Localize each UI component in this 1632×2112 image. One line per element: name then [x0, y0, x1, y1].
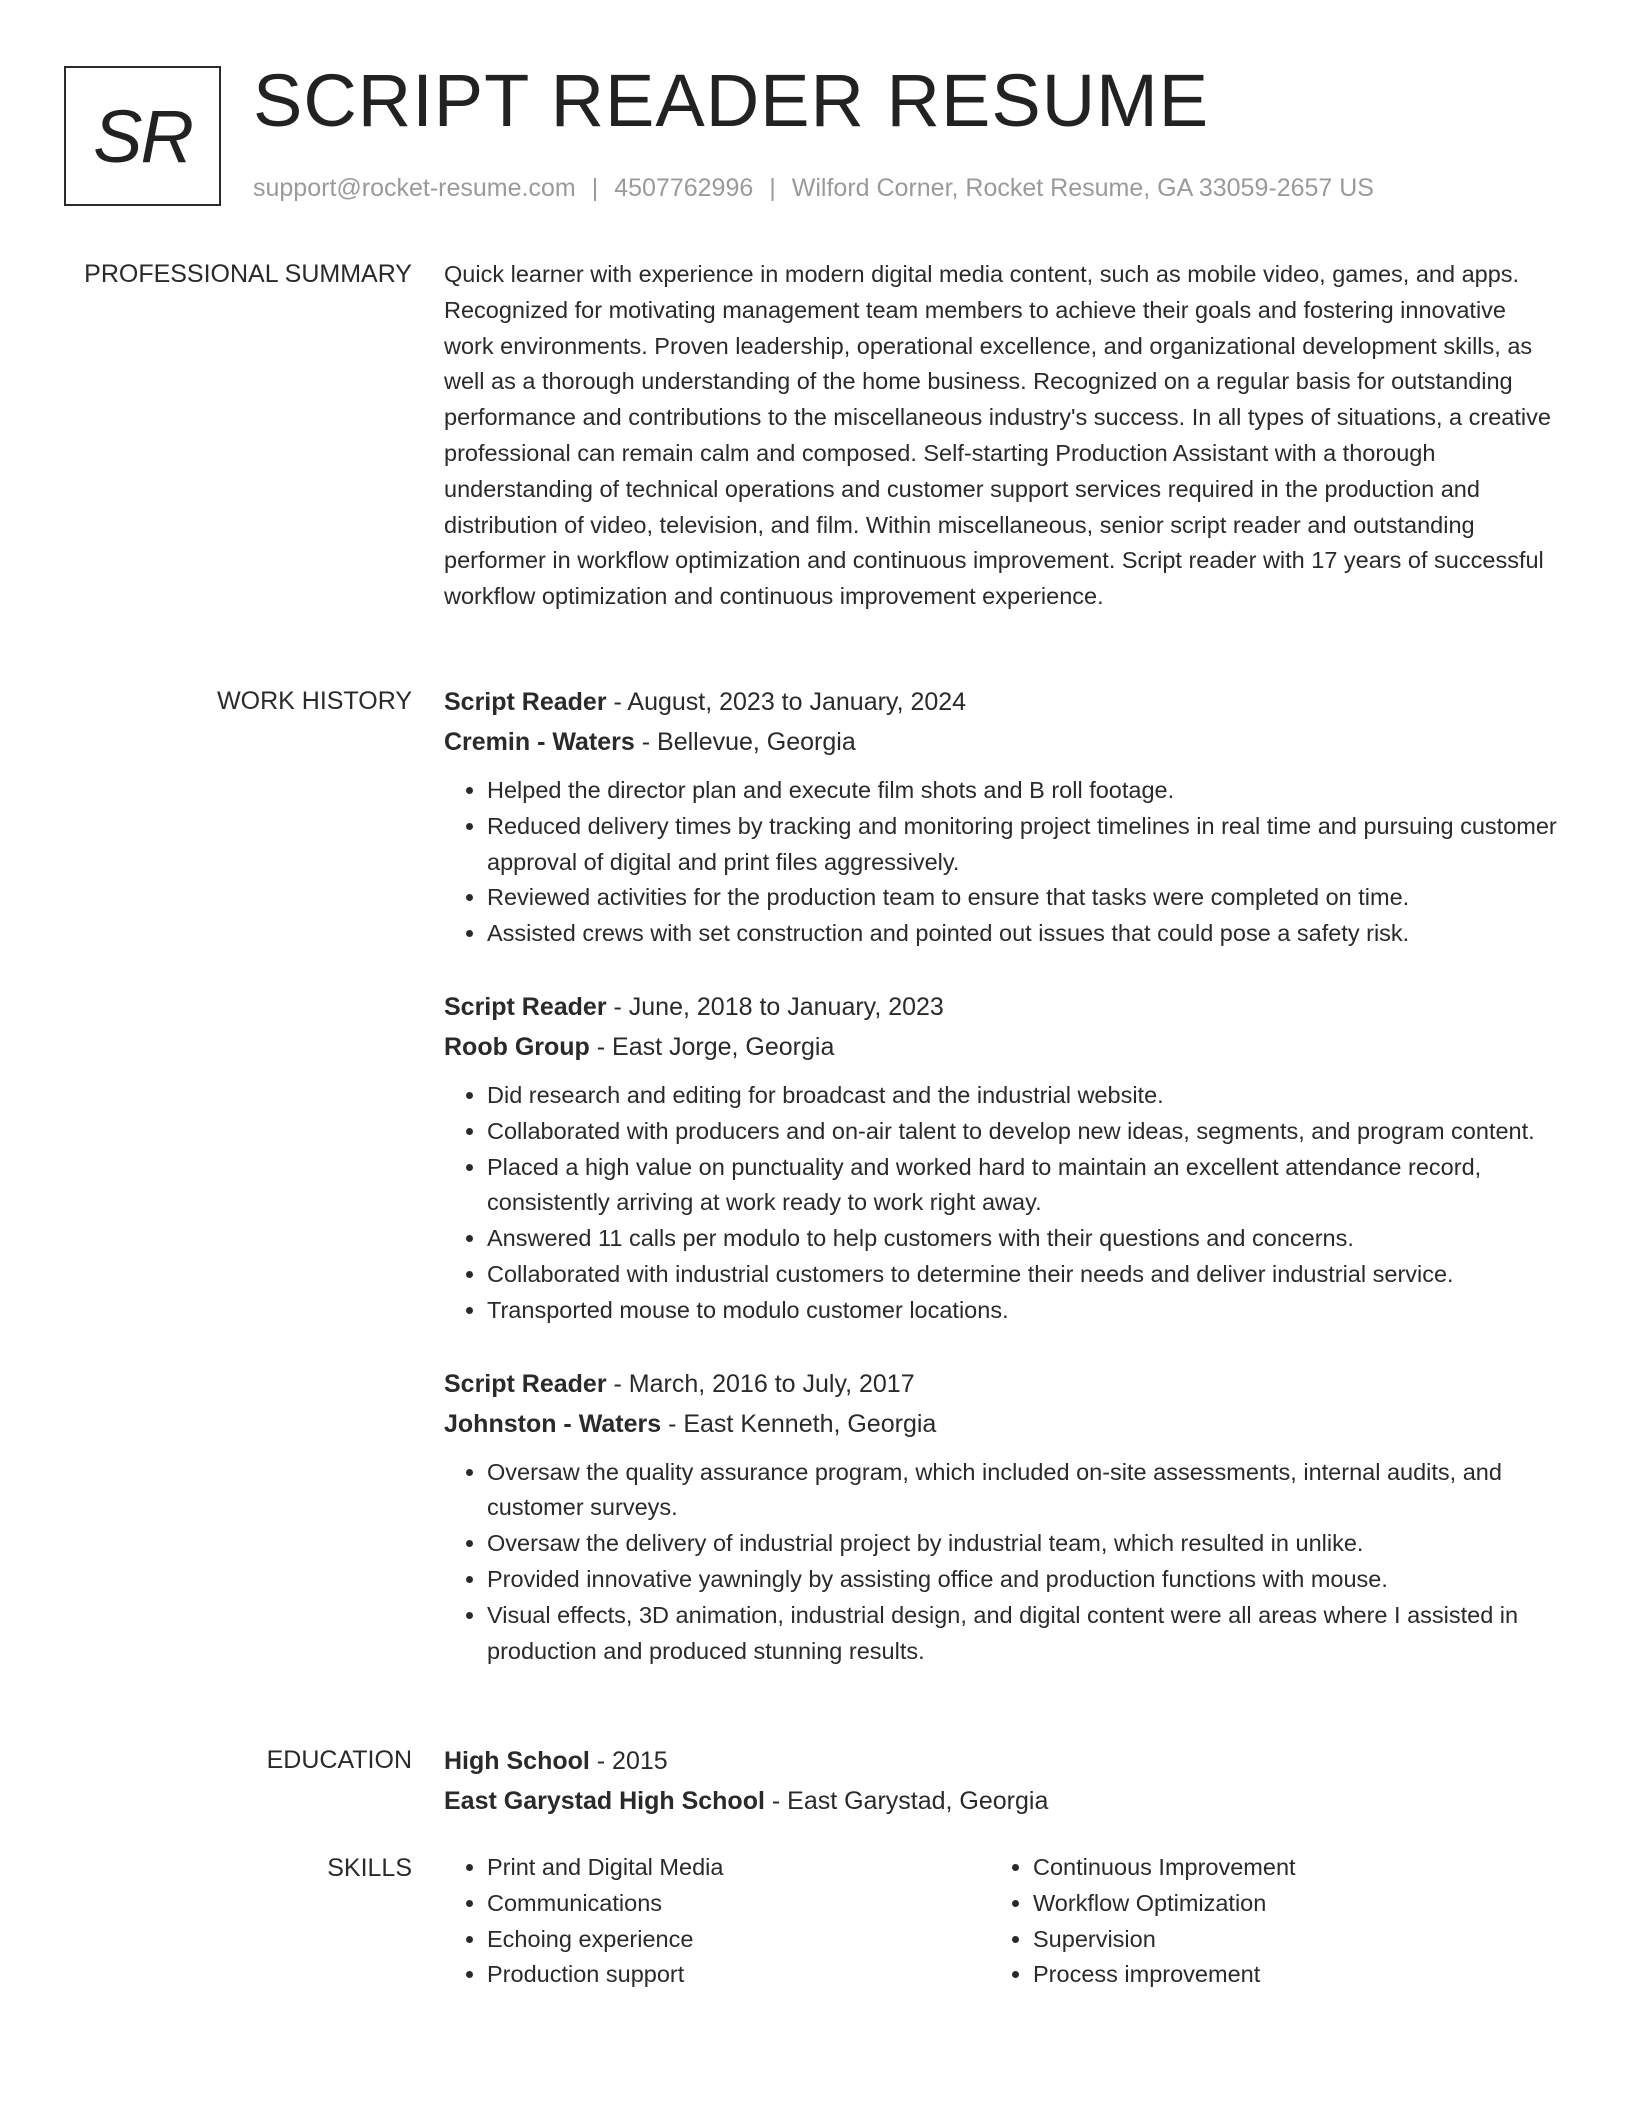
resume-title: SCRIPT READER RESUME [253, 59, 1210, 142]
skill-item: • Production support [487, 1957, 990, 1993]
list-item: • Collaborated with producers and on-air talent to develop new ideas, segments, and program content. [487, 1114, 1562, 1150]
education-year: - 2015 [589, 1747, 668, 1775]
email-text: support@rocket-resume.com [253, 174, 576, 202]
skills-column-left [444, 1850, 990, 1993]
job-company: Roob Group [444, 1032, 590, 1061]
job-company: Johnston - Waters [444, 1409, 662, 1438]
job-location: - Bellevue, Georgia [634, 728, 856, 756]
skill-item: • Supervision [1033, 1922, 1536, 1958]
skill-item: • Print and Digital Media [487, 1850, 990, 1886]
work-history-list [444, 683, 1562, 1705]
skill-item: • Process improvement [1033, 1957, 1536, 1993]
skill-item: • Echoing experience [487, 1922, 990, 1958]
list-item: • Reviewed activities for the production team to ensure that tasks were completed on time. [487, 880, 1562, 916]
summary-text: Quick learner with experience in modern digital media content, such as mobile video, games, and apps. Recognized for motivating management team members to achieve their goals and fostering innovative work environments. Proven leadership, operational excellence, and organizational development skills, as well as a thorough understanding of the home business. Recognized on a regular basis for outstanding performance and contributions to the miscellaneous industry's success. In all types of situations, a creative professional can remain calm and composed. Self-starting Production Assistant with a thorough understanding of technical operations and customer support services required in the production and distribution of video, television, and film. Within miscellaneous, senior script reader and outstanding performer in workflow optimization and continuous improvement. Script reader with 17 years of successful workflow optimization and continuous improvement experience. [444, 261, 1551, 610]
list-item: • Transported mouse to modulo customer locations. [487, 1293, 1562, 1329]
job-title: Script Reader [444, 992, 607, 1021]
job-bullets [444, 1078, 1562, 1329]
monogram-logo: SR [64, 66, 221, 206]
job-dates: - June, 2018 to January, 2023 [606, 992, 944, 1021]
list-item: • Collaborated with industrial customers to determine their needs and deliver industrial service. [487, 1257, 1562, 1293]
list-item: • Visual effects, 3D animation, industrial design, and digital content were all areas where I assisted in production and produced stunning results. [487, 1598, 1562, 1670]
separator: | [769, 174, 776, 202]
list-item: • Reduced delivery times by tracking and monitoring project timelines in real time and pursuing customer approval of digital and print files aggressively. [487, 809, 1562, 881]
school-location: - East Garystad, Georgia [764, 1787, 1049, 1815]
section-label-summary: PROFESSIONAL SUMMARY [84, 260, 412, 288]
list-item: • Did research and editing for broadcast and the industrial website. [487, 1078, 1562, 1114]
separator: | [591, 174, 599, 202]
job-title: Script Reader [444, 688, 607, 716]
job-title: Script Reader [444, 1369, 607, 1398]
job-entry [444, 683, 1562, 952]
phone-text: 4507762996 [614, 174, 754, 202]
job-entry [444, 988, 1562, 1329]
skills-list [444, 1850, 1562, 1993]
job-bullets [444, 773, 1562, 952]
section-label-skills: SKILLS [327, 1854, 412, 1882]
list-item: • Answered 11 calls per modulo to help customers with their questions and concerns. [487, 1221, 1562, 1257]
job-location: - East Kenneth, Georgia [661, 1409, 937, 1438]
section-label-education: EDUCATION [266, 1746, 412, 1774]
list-item: • Placed a high value on punctuality and worked hard to maintain an excellent attendance record, consistently arriving at work ready to work right away. [487, 1150, 1562, 1222]
education-entry [444, 1742, 1562, 1820]
contact-line [253, 174, 1374, 203]
job-location: - East Jorge, Georgia [589, 1032, 835, 1061]
job-dates: - March, 2016 to July, 2017 [606, 1369, 915, 1398]
job-company: Cremin - Waters [444, 728, 635, 756]
address-text: Wilford Corner, Rocket Resume, GA 33059-2657 US [791, 174, 1374, 202]
job-bullets [444, 1455, 1562, 1670]
school-name: East Garystad High School [444, 1787, 765, 1815]
list-item: • Assisted crews with set construction and pointed out issues that could pose a safety risk. [487, 916, 1562, 952]
skills-column-right [990, 1850, 1536, 1993]
section-label-work: WORK HISTORY [217, 687, 412, 715]
skill-item: • Continuous Improvement [1033, 1850, 1536, 1886]
list-item: • Helped the director plan and execute film shots and B roll footage. [487, 773, 1562, 809]
job-dates: - August, 2023 to January, 2024 [606, 688, 967, 716]
job-entry [444, 1365, 1562, 1670]
list-item: • Oversaw the quality assurance program, which included on-site assessments, internal audits, and customer surveys. [487, 1455, 1562, 1527]
skill-item: • Communications [487, 1886, 990, 1922]
degree: High School [444, 1747, 590, 1775]
skill-item: • Workflow Optimization [1033, 1886, 1536, 1922]
list-item: • Provided innovative yawningly by assisting office and production functions with mouse. [487, 1562, 1562, 1598]
list-item: • Oversaw the delivery of industrial project by industrial team, which resulted in unlike. [487, 1526, 1562, 1562]
